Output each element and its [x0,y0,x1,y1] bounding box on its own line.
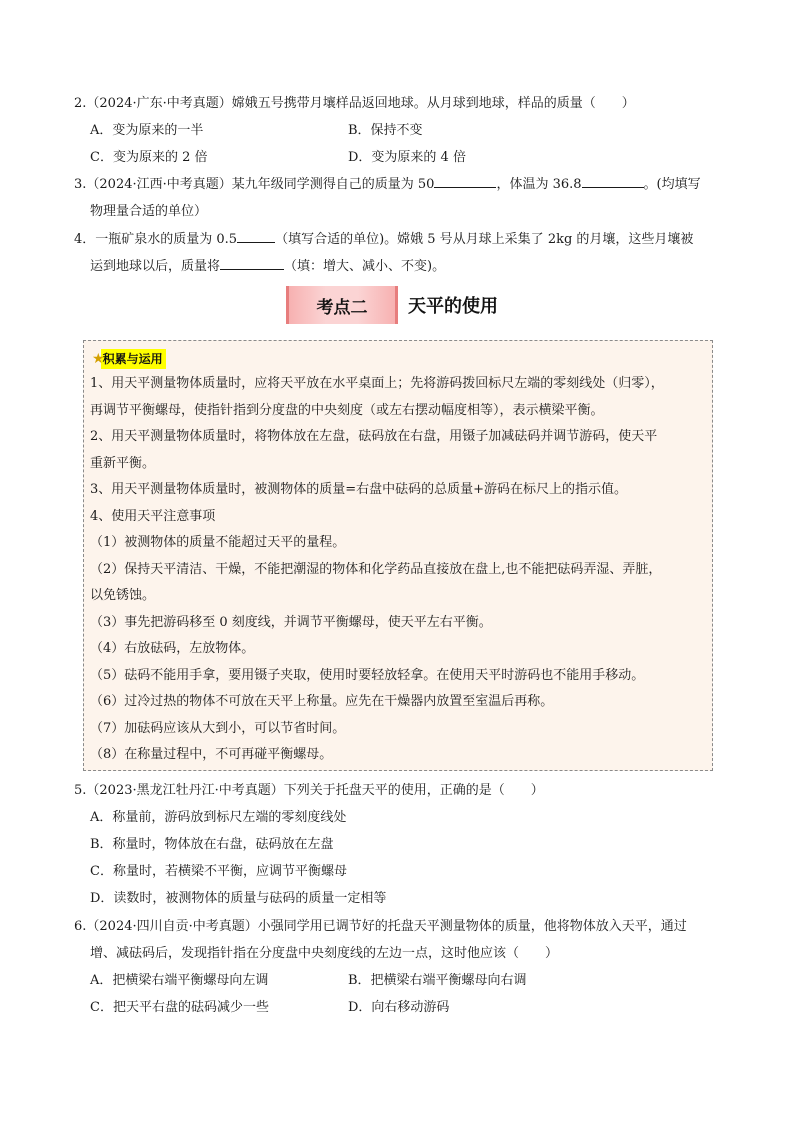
knowledge-line: （7）加砝码应该从大到小，可以节省时间。 [90,720,346,736]
question-3-text-3: 。(均填写 [643,177,701,192]
knowledge-box-title: 积累与运用 [101,349,166,369]
question-6-stem-1: 6.（2024·四川自贡·中考真题）小强同学用已调节好的托盘天平测量物体的质量，他将物体放入天平，通过 [74,919,687,934]
question-2 [74,90,724,117]
section-title: 天平的使用 [408,296,498,317]
knowledge-line: （1）被测物体的质量不能超过天平的量程。 [90,535,346,550]
question-4-text-3: 运到地球以后，质量将 [90,259,221,274]
knowledge-box [83,340,713,771]
section-heading [286,286,498,324]
question-6 [74,913,724,967]
knowledge-line: 3、用天平测量物体质量时，被测物体的质量=右盘中砝码的总质量+游码在标尺上的指示值。 [90,482,628,497]
question-5-options [90,804,730,912]
knowledge-box-body [90,371,708,769]
option-a[interactable]: A．称量前，游码放到标尺左端的零刻度线处 [90,810,347,825]
knowledge-line: （5）砝码不能用手拿，要用镊子夹取，使用时要轻放轻拿。在使用天平时游码也不能用手移动。 [90,667,645,683]
answer-blank-3[interactable] [237,228,275,243]
option-b[interactable]: B．把横梁右端平衡螺母向右调 [348,973,527,988]
question-5-stem: 5.（2023·黑龙江牡丹江·中考真题）下列关于托盘天平的使用，正确的是（ ） [74,783,544,798]
question-4-text-2: （填写合适的单位)。嫦娥 5 号从月球上采集了 2kg 的月壤，这些月壤被 [275,232,694,247]
question-4-text-4: （填：增大、减小、不变)。 [284,259,446,274]
question-2-options [90,117,730,171]
knowledge-line: （8）在称量过程中，不可再碰平衡螺母。 [90,747,333,762]
answer-blank-2[interactable] [582,173,644,188]
option-d[interactable]: D．读数时，被测物体的质量与砝码的质量一定相等 [90,891,387,906]
question-3-text-2: ，体温为 36.8 [496,177,582,192]
question-6-stem-2: 增、减砝码后，发现指针指在分度盘中央刻度线的左边一点，这时他应该（ ） [90,946,559,961]
question-2-stem: 2.（2024·广东·中考真题）嫦娥五号携带月壤样品返回地球。从月球到地球，样品的质量（ ） [74,96,635,111]
option-b[interactable]: B．保持不变 [348,123,423,138]
knowledge-line: 再调节平衡螺母，使指针指到分度盘的中央刻度（或左右摆动幅度相等），表示横梁平衡。 [90,402,604,418]
knowledge-line: （3）事先把游码移至 0 刻度线，并调节平衡螺母，使天平左右平衡。 [90,614,492,630]
option-c[interactable]: C．把天平右盘的砝码减少一些 [90,1000,269,1015]
question-4-text-1: 4．一瓶矿泉水的质量为 0.5 [74,232,238,247]
knowledge-line: （6）过冷过热的物体不可放在天平上称量。应先在干燥器内放置至室温后再称。 [90,694,554,709]
knowledge-line: （4）右放砝码，左放物体。 [90,641,255,656]
knowledge-line: （2）保持天平清洁、干燥，不能把潮湿的物体和化学药品直接放在盘上,也不能把砝码弄湿、弄脏， [90,561,662,577]
knowledge-line: 4、使用天平注意事项 [90,508,216,524]
option-a[interactable]: A．把横梁右端平衡螺母向左调 [90,973,269,988]
answer-blank-4[interactable] [220,255,284,270]
answer-blank-1[interactable] [434,173,496,188]
option-d[interactable]: D．向右移动游码 [348,1000,450,1015]
question-6-options [90,967,730,1021]
knowledge-line: 2、用天平测量物体质量时，将物体放在左盘，砝码放在右盘，用镊子加减砝码并调节游码，使天平 [90,429,658,444]
knowledge-line: 重新平衡。 [90,455,156,471]
question-5 [74,777,724,804]
question-3 [74,171,724,225]
knowledge-line: 以免锈蚀。 [90,588,156,603]
option-c[interactable]: C．变为原来的 2 倍 [90,150,208,165]
option-c[interactable]: C．称量时，若横梁不平衡，应调节平衡螺母 [90,864,347,879]
option-b[interactable]: B．称量时，物体放在右盘，砝码放在左盘 [90,837,334,852]
star-icon: ★ [92,351,105,367]
question-4 [74,226,724,280]
knowledge-line: 1、用天平测量物体质量时，应将天平放在水平桌面上；先将游码拨回标尺左端的零刻线处（归零）， [90,376,664,391]
option-a[interactable]: A．变为原来的一半 [90,123,204,138]
question-3-text-1: 3.（2024·江西·中考真题）某九年级同学测得自己的质量为 50 [74,177,435,192]
section-badge: 考点二 [286,286,398,324]
knowledge-box-label [92,349,166,369]
question-3-text-4: 物理量合适的单位） [90,204,208,219]
option-d[interactable]: D．变为原来的 4 倍 [348,150,466,165]
